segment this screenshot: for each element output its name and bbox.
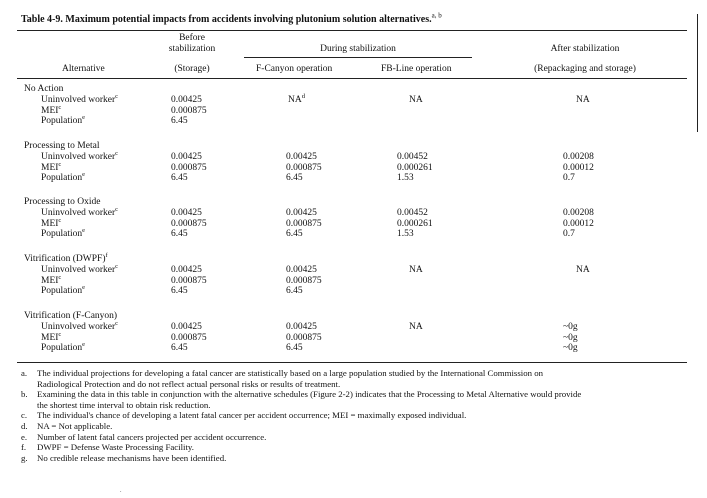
footnote-text: No credible release mechanisms have been identified. — [37, 452, 227, 463]
row-label-text: Uninvolved worker — [41, 151, 116, 162]
header-storage: (Storage) — [174, 64, 210, 74]
cell-fcanyon — [286, 219, 322, 230]
footnote-label: e. — [21, 431, 28, 442]
cell-fbline: 0.000261 — [397, 162, 433, 173]
row-label-text: Population — [41, 286, 83, 297]
cell-after: NA — [576, 94, 590, 105]
cell-fbline: 0.00452 — [397, 207, 428, 218]
row-label-sup: c — [58, 103, 62, 111]
row-label-sup: c — [58, 273, 62, 281]
cell-after: 0.7 — [563, 173, 575, 184]
group-name: Vitrification (F-Canyon) — [24, 311, 118, 321]
footnote-line — [21, 410, 466, 420]
footnote-text: the shortest time interval to obtain risk reduction. — [37, 399, 211, 410]
cell-fcanyon-value: 0.00425 — [286, 264, 317, 275]
row-label-sup: e — [82, 284, 86, 292]
cell-after: 0.00012 — [563, 162, 594, 173]
cell-after: NA — [576, 264, 590, 275]
header-fcanyon: F-Canyon operation — [256, 64, 333, 74]
cell-fcanyon-value: 0.000875 — [286, 275, 322, 286]
row-label-text: Uninvolved worker — [41, 94, 116, 105]
group-name-sup: f — [105, 251, 108, 259]
cell-storage: 0.000875 — [171, 332, 207, 343]
cell-fcanyon — [286, 229, 303, 240]
header-after: After stabilization — [550, 44, 620, 54]
table-top-rule — [17, 30, 687, 31]
row-label — [41, 262, 119, 276]
row-label — [41, 92, 119, 106]
cell-fcanyon-value: 6.45 — [286, 173, 303, 184]
caption-label: Table 4-9. — [21, 14, 63, 25]
cell-fcanyon-value: NA — [288, 94, 302, 105]
row-label-sup: c — [115, 205, 119, 213]
cell-after: ~0g — [563, 343, 578, 354]
row-label-text: Uninvolved worker — [41, 207, 116, 218]
table-caption — [21, 11, 442, 25]
cell-storage: 0.000875 — [171, 275, 207, 286]
group-label — [24, 197, 101, 208]
footnote-label: b. — [21, 389, 28, 400]
cell-fcanyon-value: 0.000875 — [286, 218, 322, 229]
cell-fcanyon — [286, 173, 303, 184]
row-label-sup: e — [82, 171, 86, 179]
row-label-text: Population — [41, 229, 83, 240]
group-label — [24, 251, 108, 265]
group-label — [24, 141, 99, 152]
row-label — [41, 149, 119, 163]
row-label-sup: e — [82, 227, 86, 235]
scan-speck: . — [120, 488, 122, 494]
margin-bar — [697, 14, 698, 132]
group-name: Processing to Oxide — [24, 197, 101, 207]
cell-after: 0.00208 — [563, 151, 594, 162]
header-fbline: FB-Line operation — [381, 64, 452, 74]
cell-after: ~0g — [563, 332, 578, 343]
cell-fbline: NA — [409, 321, 423, 332]
cell-fcanyon — [288, 92, 305, 106]
footnote-text: DWPF = Defense Waste Processing Facility. — [37, 442, 194, 453]
row-label-text: MEI — [41, 275, 59, 286]
footnote-label: g. — [21, 452, 28, 463]
row-label-text: MEI — [41, 105, 59, 116]
cell-fbline: 1.53 — [397, 229, 414, 240]
caption-text: Maximum potential impacts from accidents involving plutonium solution alternatives. — [65, 14, 432, 25]
cell-after: 0.00208 — [563, 207, 594, 218]
footnote-text: Radiological Protection and do not reflect actual personal risks or results of treatment. — [37, 378, 341, 389]
row-label-sup: e — [82, 341, 86, 349]
group-name: Processing to Metal — [24, 141, 100, 151]
row-label — [41, 330, 62, 344]
row-label — [41, 343, 85, 354]
footnote-label: c. — [21, 410, 28, 421]
cell-storage: 6.45 — [171, 116, 188, 127]
cell-after: 0.00012 — [563, 218, 594, 229]
cell-fcanyon — [286, 276, 322, 287]
row-label — [41, 319, 119, 333]
group-name: No Action — [24, 84, 64, 94]
header-alternative: Alternative — [62, 64, 105, 74]
row-label-text: Population — [41, 173, 83, 184]
cell-fbline: NA — [409, 94, 423, 105]
footnote-line — [21, 453, 226, 463]
cell-fcanyon-value: 6.45 — [286, 343, 303, 354]
row-label-sup: c — [58, 330, 62, 338]
cell-fbline: NA — [409, 264, 423, 275]
cell-storage: 0.00425 — [171, 151, 202, 162]
footnote-line — [21, 368, 543, 378]
row-label-sup: c — [115, 319, 119, 327]
footnote-line — [21, 442, 194, 452]
table-bottom-rule — [17, 362, 687, 363]
row-label-text: MEI — [41, 332, 59, 343]
footnote-label: a. — [21, 368, 28, 378]
cell-storage: 0.00425 — [171, 94, 202, 105]
header-during: During stabilization — [320, 44, 396, 54]
cell-storage: 0.000875 — [171, 162, 207, 173]
cell-after: ~0g — [563, 321, 578, 332]
row-label — [41, 173, 85, 184]
header-before-mid: stabilization — [168, 44, 216, 54]
row-label — [41, 205, 119, 219]
footnote-label: d. — [21, 421, 28, 431]
row-label-sup: c — [115, 262, 119, 270]
row-label-sup: c — [58, 160, 62, 168]
cell-fbline: 1.53 — [397, 173, 414, 184]
row-label-sup: c — [115, 92, 119, 100]
cell-fcanyon-value: 0.00425 — [286, 151, 317, 162]
row-label-text: Population — [41, 343, 83, 354]
cell-fbline: 0.000261 — [397, 218, 433, 229]
row-label — [41, 216, 62, 230]
row-label-sup: c — [58, 216, 62, 224]
footnote-text: The individual's chance of developing a latent fatal cancer per accident occurrence; MEI = maximally exposed individual. — [37, 410, 467, 421]
cell-storage: 0.00425 — [171, 264, 202, 275]
group-label — [24, 84, 63, 95]
cell-fcanyon — [286, 333, 322, 344]
cell-storage: 6.45 — [171, 286, 188, 297]
cell-fcanyon — [286, 163, 322, 174]
header-before-top: Before — [179, 33, 205, 43]
cell-storage: 0.00425 — [171, 321, 202, 332]
cell-storage: 6.45 — [171, 229, 188, 240]
footnote-line — [21, 389, 581, 399]
cell-fcanyon-sup: d — [301, 92, 305, 100]
row-label — [41, 116, 85, 127]
footnote-label: f. — [21, 442, 27, 453]
cell-fcanyon — [286, 208, 317, 219]
cell-fcanyon — [286, 322, 317, 333]
footnote-line — [37, 400, 210, 410]
cell-fcanyon — [286, 286, 303, 297]
group-label — [24, 311, 117, 322]
cell-storage: 0.000875 — [171, 105, 207, 116]
row-label — [41, 273, 62, 287]
footnote-text: NA = Not applicable. — [37, 421, 113, 431]
row-label — [41, 160, 62, 174]
group-name: Vitrification (DWPF) — [24, 254, 106, 264]
row-label-text: Uninvolved worker — [41, 264, 116, 275]
cell-after: 0.7 — [563, 229, 575, 240]
cell-fcanyon-value: 0.000875 — [286, 332, 322, 343]
cell-fcanyon-value: 0.000875 — [286, 162, 322, 173]
footnote-line — [21, 421, 112, 431]
cell-fcanyon — [286, 152, 317, 163]
cell-storage: 6.45 — [171, 173, 188, 184]
cell-storage: 0.000875 — [171, 218, 207, 229]
cell-fcanyon-value: 6.45 — [286, 286, 303, 297]
caption-sup: a, b — [431, 11, 442, 20]
header-bottom-rule — [17, 78, 687, 79]
row-label-sup: c — [115, 149, 119, 157]
row-label-text: MEI — [41, 162, 59, 173]
cell-fbline: 0.00452 — [397, 151, 428, 162]
row-label — [41, 286, 85, 297]
cell-storage: 6.45 — [171, 343, 188, 354]
cell-storage: 0.00425 — [171, 207, 202, 218]
row-label-text: MEI — [41, 218, 59, 229]
footnote-line — [37, 379, 340, 389]
cell-fcanyon-value: 6.45 — [286, 229, 303, 240]
footnote-text: The individual projections for developing a fatal cancer are statistically based on a large population studied by the International Commission on — [37, 368, 544, 378]
footnote-text: Number of latent fatal cancers projected per accident occurrence. — [37, 431, 267, 442]
cell-fcanyon-value: 0.00425 — [286, 321, 317, 332]
row-label-text: Population — [41, 116, 83, 127]
footnote-text: Examining the data in this table in conjunction with the alternative schedules (Figure 2-2) indicates that the Processing to Metal Alternative would provide — [37, 389, 582, 400]
row-label-sup: e — [82, 114, 86, 122]
during-span-rule — [244, 57, 472, 58]
footnote-line — [21, 432, 266, 442]
row-label — [41, 103, 62, 117]
header-repack: (Repackaging and storage) — [534, 64, 636, 74]
row-label-text: Uninvolved worker — [41, 321, 116, 332]
cell-fcanyon — [286, 265, 317, 276]
cell-fcanyon — [286, 343, 303, 354]
row-label — [41, 229, 85, 240]
cell-fcanyon-value: 0.00425 — [286, 207, 317, 218]
